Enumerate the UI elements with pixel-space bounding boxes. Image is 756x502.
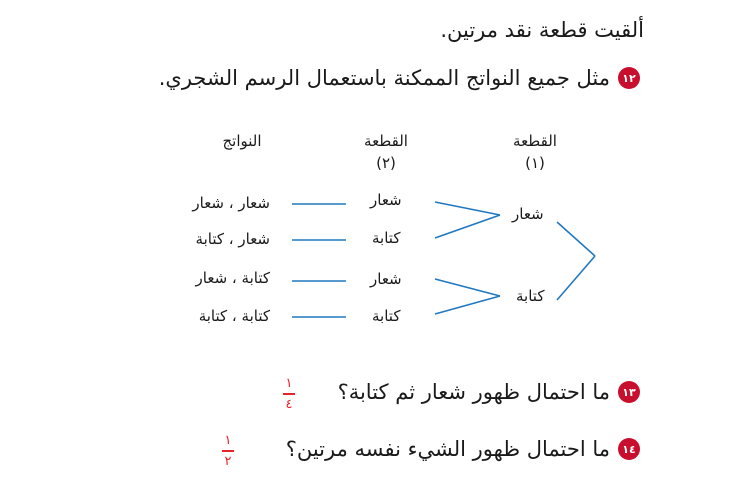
outcome-label: كتابة ، كتابة bbox=[198, 307, 270, 325]
level2-label: كتابة bbox=[372, 229, 401, 247]
level2-label: شعار bbox=[370, 191, 402, 209]
outcome-label: كتابة ، شعار bbox=[195, 269, 270, 287]
branch-root-heads bbox=[557, 222, 595, 256]
header-coin-1-sub: (١) bbox=[525, 154, 545, 172]
answer-13-fraction bbox=[283, 377, 295, 411]
header-coin-1-title: القطعة bbox=[513, 132, 557, 150]
question-number-badge: ١٤ bbox=[618, 438, 640, 460]
branch-heads-tails bbox=[435, 215, 500, 238]
answer-13-denominator: ٤ bbox=[285, 396, 293, 412]
answer-14-denominator: ٢ bbox=[224, 453, 232, 469]
level1-label-heads: شعار bbox=[512, 205, 544, 223]
question-text: ما احتمال ظهور الشيء نفسه مرتين؟ bbox=[285, 437, 610, 461]
answer-14-numerator: ١ bbox=[224, 433, 232, 448]
header-outcomes-title: النواتج bbox=[222, 132, 262, 150]
branch-tails-tails bbox=[435, 296, 500, 314]
answer-13-numerator: ١ bbox=[285, 376, 293, 391]
branch-tails-heads bbox=[435, 279, 500, 296]
header-coin-2-title: القطعة bbox=[364, 132, 408, 150]
level1-label-tails: كتابة bbox=[516, 287, 545, 305]
fraction-bar bbox=[283, 393, 295, 395]
outcome-label: شعار ، كتابة bbox=[195, 230, 270, 248]
question-number-badge: ١٣ bbox=[618, 381, 640, 403]
question-text: مثل جميع النواتج الممكنة باستعمال الرسم الشجري. bbox=[158, 66, 610, 90]
header-coin-2-sub: (٢) bbox=[376, 154, 396, 172]
question-number-badge: ١٢ bbox=[618, 67, 640, 89]
branch-heads-heads bbox=[435, 202, 500, 215]
fraction-bar bbox=[222, 450, 234, 452]
level2-label: شعار bbox=[370, 270, 402, 288]
question-13 bbox=[338, 380, 640, 404]
intro-text: ألقيت قطعة نقد مرتين. bbox=[440, 18, 644, 42]
answer-14-fraction bbox=[222, 434, 234, 468]
question-14 bbox=[286, 437, 640, 461]
outcome-label: شعار ، شعار bbox=[192, 194, 270, 212]
level2-label: كتابة bbox=[372, 307, 401, 325]
branch-root-tails bbox=[557, 256, 595, 300]
question-text: ما احتمال ظهور شعار ثم كتابة؟ bbox=[337, 380, 610, 404]
